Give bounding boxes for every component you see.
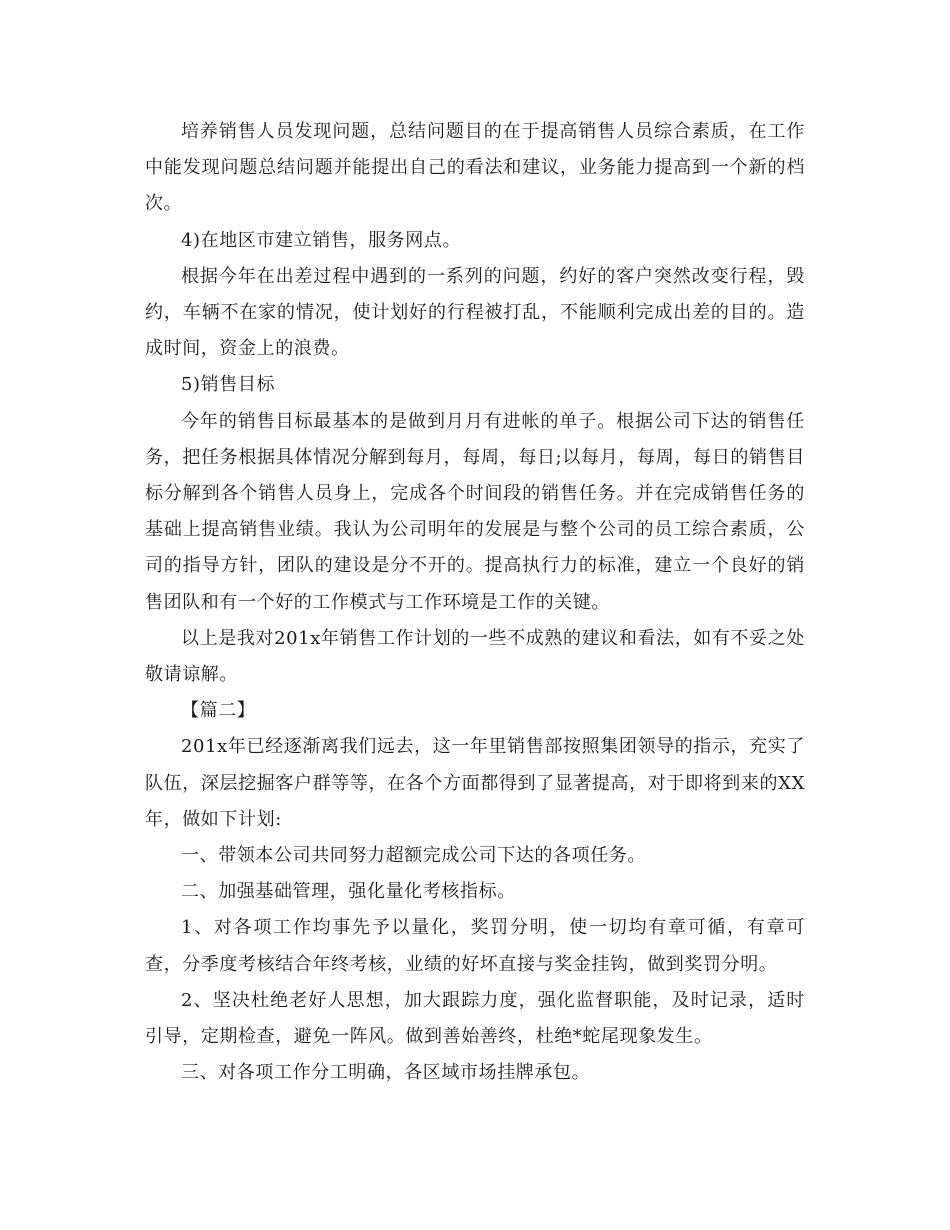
paragraph: 1、对各项工作均事先予以量化，奖罚分明，使一切均有章可循，有章可查，分季度考核结合年终考核，业绩的好坏直接与奖金挂钩，做到奖罚分明。 bbox=[145, 917, 805, 975]
paragraph: 5)销售目标 bbox=[181, 374, 276, 396]
paragraph: 以上是我对201x年销售工作计划的一些不成熟的建议和看法，如有不妥之处敬请谅解。 bbox=[145, 627, 805, 686]
paragraph: 三、对各项工作分工明确，各区域市场挂牌承包。 bbox=[181, 1062, 591, 1084]
paragraph: 培养销售人员发现问题，总结问题目的在于提高销售人员综合素质，在工作中能发现问题总结问题并能提出自己的看法和建议，业务能力提高到一个新的档次。 bbox=[145, 121, 805, 215]
paragraph: 今年的销售目标最基本的是做到月月有进帐的单子。根据公司下达的销售任务，把任务根据具体情况分解到每月，每周，每日;以每月，每周，每日的销售目标分解到各个销售人员身上，完成各个时间段的销售任务。并在完成销售任务的基础上提高销售业绩。我认为公司明年的发展是与整个公司的员工综合素质，公司的指导方针，团队的建设是分不开的。提高执行力的标准，建立一个良好的销售团队和有一个好的工作模式与工作环境是工作的关键。 bbox=[145, 410, 805, 613]
paragraph: 根据今年在出差过程中遇到的一系列的问题，约好的客户突然改变行程，毁约，车辆不在家的情况，使计划好的行程被打乱，不能顺利完成出差的目的。造成时间，资金上的浪费。 bbox=[145, 265, 805, 360]
paragraph: 201x年已经逐渐离我们远去，这一年里销售部按照集团领导的指示，充实了队伍，深层挖掘客户群等等，在各个方面都得到了显著提高，对于即将到来的XX年，做如下计划: bbox=[145, 736, 805, 830]
paragraph: 2、坚决杜绝老好人思想，加大跟踪力度，强化监督职能，及时记录，适时引导，定期检查，避免一阵风。做到善始善终，杜绝*蛇尾现象发生。 bbox=[145, 989, 805, 1048]
section-heading: 【篇二】 bbox=[181, 700, 256, 722]
document-body bbox=[145, 114, 805, 1091]
paragraph: 4)在地区市建立销售，服务网点。 bbox=[181, 229, 462, 251]
paragraph: 二、加强基础管理，强化量化考核指标。 bbox=[181, 881, 516, 903]
paragraph: 一、带领本公司共同努力超额完成公司下达的各项任务。 bbox=[181, 845, 646, 867]
